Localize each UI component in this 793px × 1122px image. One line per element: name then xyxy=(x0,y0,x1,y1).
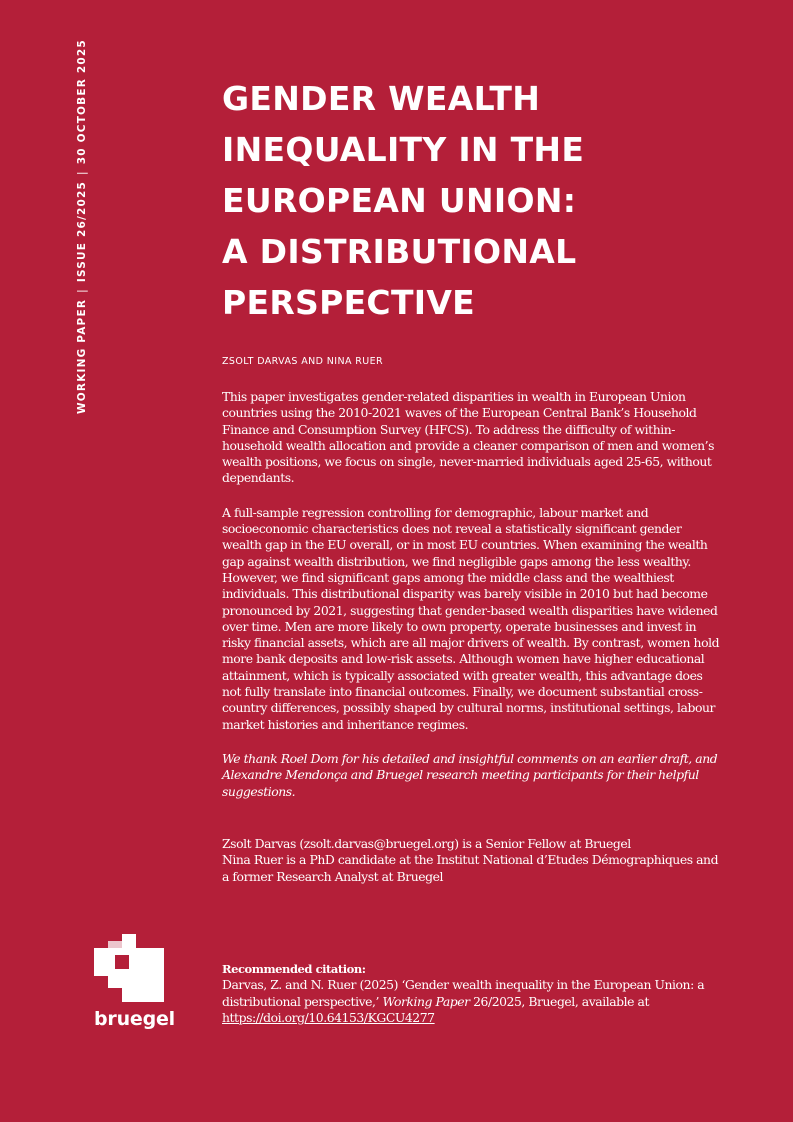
title-line: A DISTRIBUTIONAL xyxy=(222,232,577,271)
title-line: GENDER WEALTH xyxy=(222,79,541,118)
abstract-paragraph: A full-sample regression controlling for demographic, labour market and socioeconomic characteristics does not reveal a statistically significant gender wealth gap in the EU overall, or in most EU countries. When examining the wealth gap against wealth distribution, we find negligible gaps among the less wealthy. However, we find significant gaps among the middle class and the wealthiest individuals. This distributional disparity was barely visible in 2010 but had become pronounced by 2021, suggesting that gender-based wealth disparities have widened over time. Men are more likely to own property, operate businesses and invest in risky financial assets, which are all major drivers of wealth. By contrast, women hold more bank deposits and low-risk assets. Although women have higher educational attainment, which is typically associated with greater wealth, this advantage does not fully translate into financial outcomes. Finally, we document substantial cross-country differences, possibly shaped by cultural norms, institutional settings, labour market histories and inheritance regimes. xyxy=(222,504,720,732)
recommended-citation xyxy=(222,961,722,1026)
citation-text xyxy=(222,977,722,1026)
citation-body-after: 26/2025, Bruegel, available at xyxy=(469,993,650,1009)
title-line: INEQUALITY IN THE xyxy=(222,130,585,169)
acknowledgement: We thank Roel Dom for his detailed and insightful comments on an earlier draft, and Alexandre Mendonça and Bruegel research meeting participants for their helpful suggestions. xyxy=(222,750,718,799)
citation-body: Darvas, Z. and N. Ruer (2025) ‘Gender wealth inequality in the European Union: a distributional perspective,’ xyxy=(222,977,705,1009)
title-line: PERSPECTIVE xyxy=(222,283,476,322)
issue-number: ISSUE 26/2025 xyxy=(76,180,88,283)
page-title xyxy=(222,73,702,328)
sidebar-separator: | xyxy=(76,170,88,175)
title-line: EUROPEAN UNION: xyxy=(222,181,577,220)
abstract-paragraph: This paper investigates gender-related disparities in wealth in European Union countries using the 2010-2021 waves of the European Central Bank’s Household Finance and Consumption Survey (HFCS). To address the difficulty of within-household wealth allocation and provide a cleaner comparison of men and women’s wealth positions, we focus on single, never-married individuals aged 25-65, without dependants. xyxy=(222,389,715,486)
publication-date: 30 OCTOBER 2025 xyxy=(76,39,88,165)
author-bios xyxy=(222,836,722,885)
bruegel-wordmark: bruegel xyxy=(94,1008,175,1030)
doi-link[interactable]: https://doi.org/10.64153/KGCU4277 xyxy=(222,1009,435,1025)
author-bio: Nina Ruer is a PhD candidate at the Institut National d’Etudes Démographiques and a former Research Analyst at Bruegel xyxy=(222,852,719,884)
citation-heading: Recommended citation: xyxy=(222,962,366,976)
paper-type: WORKING PAPER xyxy=(76,298,88,414)
authors: ZSOLT DARVAS AND NINA RUER xyxy=(222,356,384,367)
citation-series: Working Paper xyxy=(382,993,470,1009)
sidebar-separator: | xyxy=(76,288,88,293)
abstract xyxy=(222,389,720,818)
author-bio: Zsolt Darvas (zsolt.darvas@bruegel.org) is a Senior Fellow at Bruegel xyxy=(222,836,631,851)
sidebar-metadata xyxy=(75,39,89,414)
